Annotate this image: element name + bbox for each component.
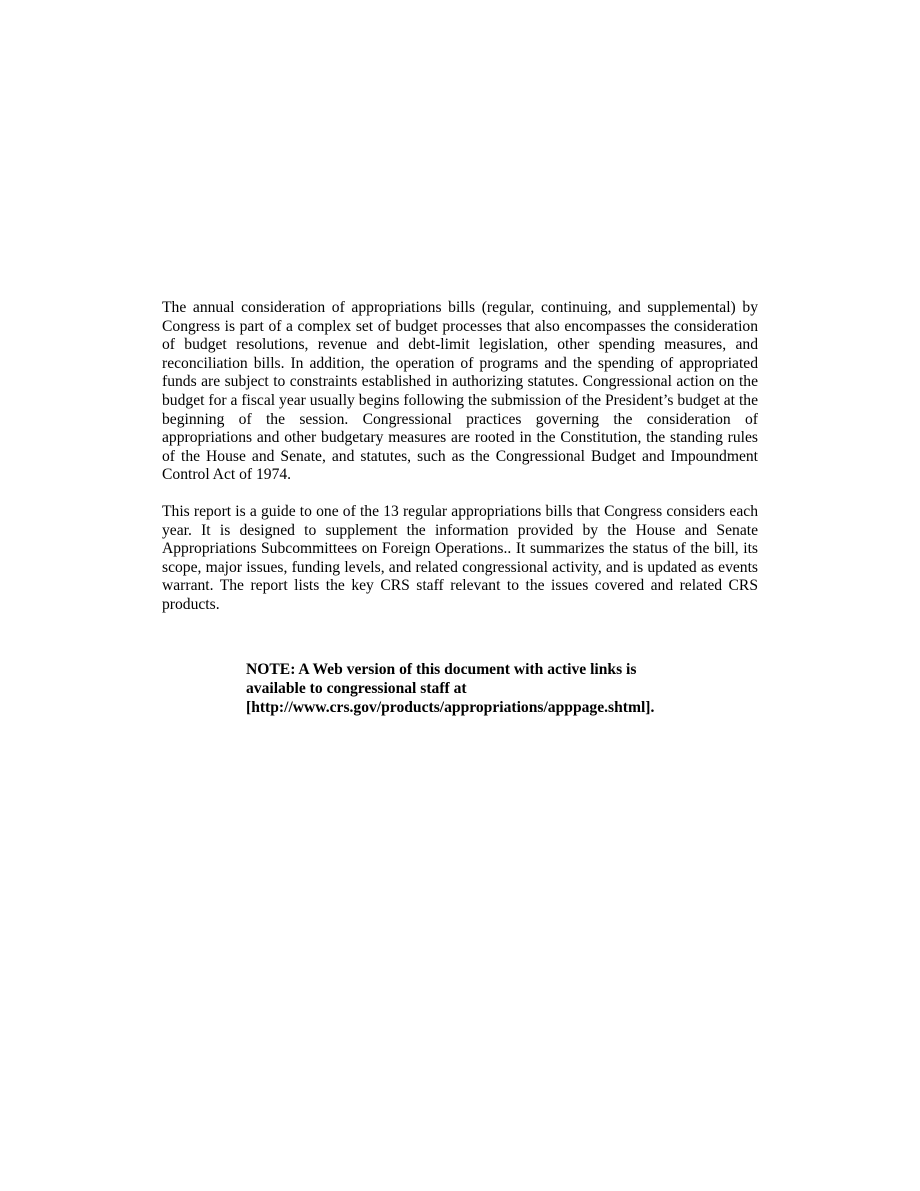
web-version-note: NOTE: A Web version of this document with active links is available to congressional staff at [http://www.crs.gov/products/appropriations/apppage.shtml]. <box>246 661 655 716</box>
body-text <box>162 299 758 615</box>
report-guide-paragraph: This report is a guide to one of the 13 regular appropriations bills that Congress considers each year. It is designed to supplement the information provided by the House and Senate Appropriations Subcommittees on Foreign Operations.. It summarizes the status of the bill, its scope, major issues, funding levels, and related congressional activity, and is updated as events warrant. The report lists the key CRS staff relevant to the issues covered and related CRS products. <box>162 502 758 613</box>
intro-paragraph: The annual consideration of appropriations bills (regular, continuing, and supplemental) by Congress is part of a complex set of budget processes that also encompasses the consideration of budget resolutions, revenue and debt-limit legislation, other spending measures, and reconciliation bills. In addition, the operation of programs and the spending of appropriated funds are subject to constraints established in authorizing statutes. Congressional action on the budget for a fiscal year usually begins following the submission of the President’s budget at the beginning of the session. Congressional practices governing the consideration of appropriations and other budgetary measures are rooted in the Constitution, the standing rules of the House and Senate, and statutes, such as the Congressional Budget and Impoundment Control Act of 1974. <box>162 299 758 484</box>
